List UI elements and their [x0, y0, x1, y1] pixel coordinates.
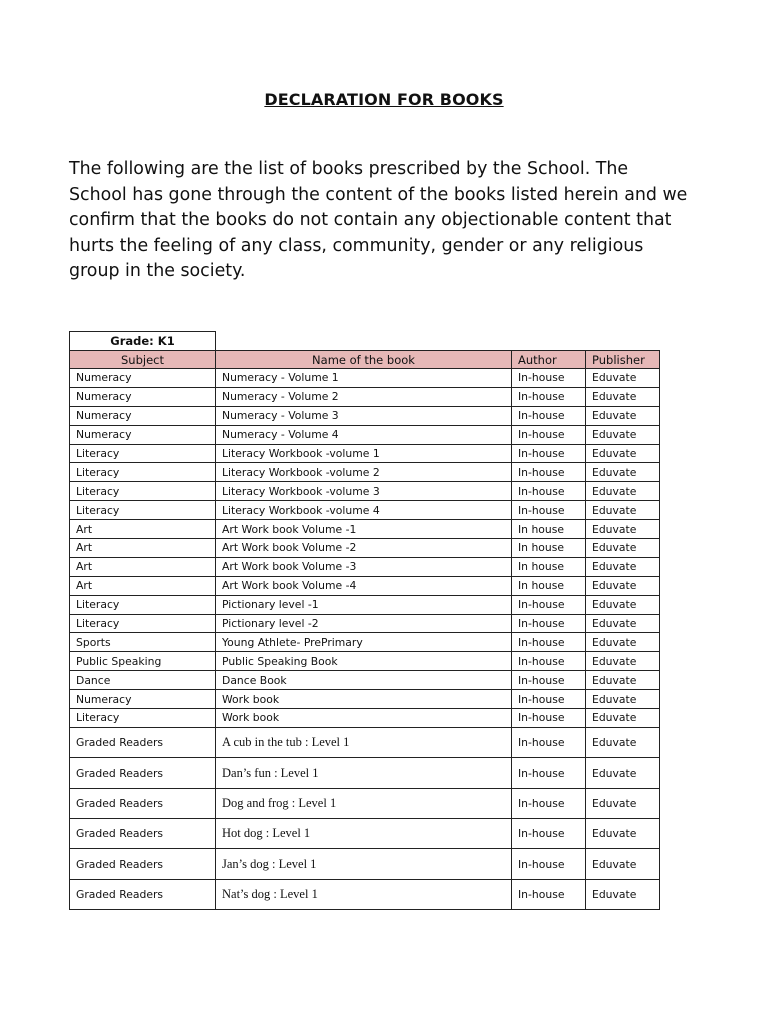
table-row — [70, 425, 660, 444]
author-cell: In-house — [512, 406, 586, 425]
publisher-cell: Eduvate — [586, 879, 660, 909]
subject-cell: Numeracy — [70, 690, 216, 709]
subject-cell: Sports — [70, 633, 216, 652]
publisher-cell: Eduvate — [586, 633, 660, 652]
publisher-cell: Eduvate — [586, 557, 660, 576]
table-row — [70, 727, 660, 757]
book-name-cell: Public Speaking Book — [216, 652, 512, 671]
declaration-paragraph: The following are the list of books prescribed by the School. The School has gone through the content of the books listed herein and we confirm that the books do not contain any objectionable content that hurts the feeling of any class, community, gender or any religious group in the society. — [69, 159, 688, 281]
author-cell: In house — [512, 557, 586, 576]
table-row — [70, 879, 660, 909]
book-name-cell: Literacy Workbook -volume 2 — [216, 463, 512, 482]
table-row — [70, 501, 660, 520]
subject-cell: Literacy — [70, 595, 216, 614]
subject-cell: Graded Readers — [70, 788, 216, 818]
book-name-cell: Literacy Workbook -volume 4 — [216, 501, 512, 520]
book-name-cell: Dance Book — [216, 671, 512, 690]
publisher-cell: Eduvate — [586, 671, 660, 690]
book-name-cell: Art Work book Volume -2 — [216, 539, 512, 558]
subject-cell: Dance — [70, 671, 216, 690]
publisher-cell: Eduvate — [586, 501, 660, 520]
publisher-cell: Eduvate — [586, 709, 660, 728]
table-row — [70, 463, 660, 482]
author-cell: In-house — [512, 849, 586, 879]
grade-row-spacer — [216, 332, 660, 351]
subject-cell: Numeracy — [70, 369, 216, 388]
book-name-cell: Literacy Workbook -volume 1 — [216, 444, 512, 463]
table-row — [70, 849, 660, 879]
publisher-cell: Eduvate — [586, 444, 660, 463]
author-cell: In-house — [512, 425, 586, 444]
books-table — [69, 331, 660, 910]
publisher-column-header: Publisher — [586, 351, 660, 369]
book-name-cell: Jan’s dog : Level 1 — [216, 849, 512, 879]
table-row — [70, 709, 660, 728]
publisher-cell: Eduvate — [586, 576, 660, 595]
author-cell: In house — [512, 539, 586, 558]
author-cell: In-house — [512, 671, 586, 690]
author-cell: In-house — [512, 444, 586, 463]
subject-cell: Literacy — [70, 482, 216, 501]
book-name-cell: Numeracy - Volume 2 — [216, 387, 512, 406]
publisher-cell: Eduvate — [586, 595, 660, 614]
publisher-cell: Eduvate — [586, 406, 660, 425]
subject-cell: Numeracy — [70, 387, 216, 406]
table-row — [70, 758, 660, 788]
book-name-cell: Art Work book Volume -4 — [216, 576, 512, 595]
table-row — [70, 369, 660, 388]
book-name-cell: Numeracy - Volume 1 — [216, 369, 512, 388]
author-column-header: Author — [512, 351, 586, 369]
author-cell: In-house — [512, 463, 586, 482]
book-name-cell: Art Work book Volume -1 — [216, 520, 512, 539]
book-name-cell: Numeracy - Volume 4 — [216, 425, 512, 444]
publisher-cell: Eduvate — [586, 690, 660, 709]
book-name-cell: Work book — [216, 709, 512, 728]
table-row — [70, 520, 660, 539]
subject-cell: Art — [70, 576, 216, 595]
author-cell: In-house — [512, 501, 586, 520]
subject-cell: Graded Readers — [70, 849, 216, 879]
subject-cell: Graded Readers — [70, 727, 216, 757]
author-cell: In-house — [512, 819, 586, 849]
subject-cell: Public Speaking — [70, 652, 216, 671]
author-cell: In-house — [512, 482, 586, 501]
publisher-cell: Eduvate — [586, 463, 660, 482]
table-row — [70, 444, 660, 463]
page-title: DECLARATION FOR BOOKS — [264, 90, 504, 109]
publisher-cell: Eduvate — [586, 482, 660, 501]
table-row — [70, 576, 660, 595]
subject-cell: Numeracy — [70, 425, 216, 444]
book-name-cell: Work book — [216, 690, 512, 709]
publisher-cell: Eduvate — [586, 369, 660, 388]
book-name-cell: Pictionary level -1 — [216, 595, 512, 614]
author-cell: In-house — [512, 709, 586, 728]
table-row — [70, 819, 660, 849]
publisher-cell: Eduvate — [586, 819, 660, 849]
author-cell: In-house — [512, 727, 586, 757]
table-row — [70, 633, 660, 652]
book-name-cell: Dan’s fun : Level 1 — [216, 758, 512, 788]
subject-cell: Literacy — [70, 709, 216, 728]
table-row — [70, 690, 660, 709]
book-name-cell: Dog and frog : Level 1 — [216, 788, 512, 818]
book-name-cell: A cub in the tub : Level 1 — [216, 727, 512, 757]
book-name-cell: Pictionary level -2 — [216, 614, 512, 633]
publisher-cell: Eduvate — [586, 387, 660, 406]
table-row — [70, 652, 660, 671]
subject-cell: Graded Readers — [70, 758, 216, 788]
subject-cell: Art — [70, 520, 216, 539]
subject-cell: Literacy — [70, 463, 216, 482]
table-row — [70, 387, 660, 406]
subject-cell: Graded Readers — [70, 879, 216, 909]
table-row — [70, 482, 660, 501]
book-name-cell: Numeracy - Volume 3 — [216, 406, 512, 425]
author-cell: In-house — [512, 595, 586, 614]
publisher-cell: Eduvate — [586, 425, 660, 444]
subject-cell: Literacy — [70, 444, 216, 463]
publisher-cell: Eduvate — [586, 539, 660, 558]
table-row — [70, 671, 660, 690]
author-cell: In-house — [512, 652, 586, 671]
publisher-cell: Eduvate — [586, 652, 660, 671]
publisher-cell: Eduvate — [586, 758, 660, 788]
table-row — [70, 595, 660, 614]
author-cell: In-house — [512, 614, 586, 633]
publisher-cell: Eduvate — [586, 520, 660, 539]
publisher-cell: Eduvate — [586, 849, 660, 879]
subject-cell: Art — [70, 557, 216, 576]
book-name-cell: Literacy Workbook -volume 3 — [216, 482, 512, 501]
publisher-cell: Eduvate — [586, 727, 660, 757]
author-cell: In-house — [512, 788, 586, 818]
publisher-cell: Eduvate — [586, 788, 660, 818]
table-row — [70, 539, 660, 558]
book-name-cell: Nat’s dog : Level 1 — [216, 879, 512, 909]
author-cell: In-house — [512, 387, 586, 406]
book-name-cell: Young Athlete- PrePrimary — [216, 633, 512, 652]
publisher-cell: Eduvate — [586, 614, 660, 633]
table-row — [70, 406, 660, 425]
table-row — [70, 788, 660, 818]
subject-cell: Literacy — [70, 614, 216, 633]
author-cell: In-house — [512, 633, 586, 652]
subject-cell: Numeracy — [70, 406, 216, 425]
author-cell: In-house — [512, 758, 586, 788]
subject-column-header: Subject — [70, 351, 216, 369]
grade-label: Grade: K1 — [70, 332, 216, 351]
grade-row — [70, 332, 660, 351]
subject-cell: Graded Readers — [70, 819, 216, 849]
author-cell: In-house — [512, 369, 586, 388]
author-cell: In-house — [512, 879, 586, 909]
header-row — [70, 351, 660, 369]
table-row — [70, 557, 660, 576]
author-cell: In house — [512, 576, 586, 595]
book-name-column-header: Name of the book — [216, 351, 512, 369]
book-name-cell: Hot dog : Level 1 — [216, 819, 512, 849]
table-row — [70, 614, 660, 633]
subject-cell: Art — [70, 539, 216, 558]
author-cell: In-house — [512, 690, 586, 709]
book-name-cell: Art Work book Volume -3 — [216, 557, 512, 576]
subject-cell: Literacy — [70, 501, 216, 520]
author-cell: In house — [512, 520, 586, 539]
